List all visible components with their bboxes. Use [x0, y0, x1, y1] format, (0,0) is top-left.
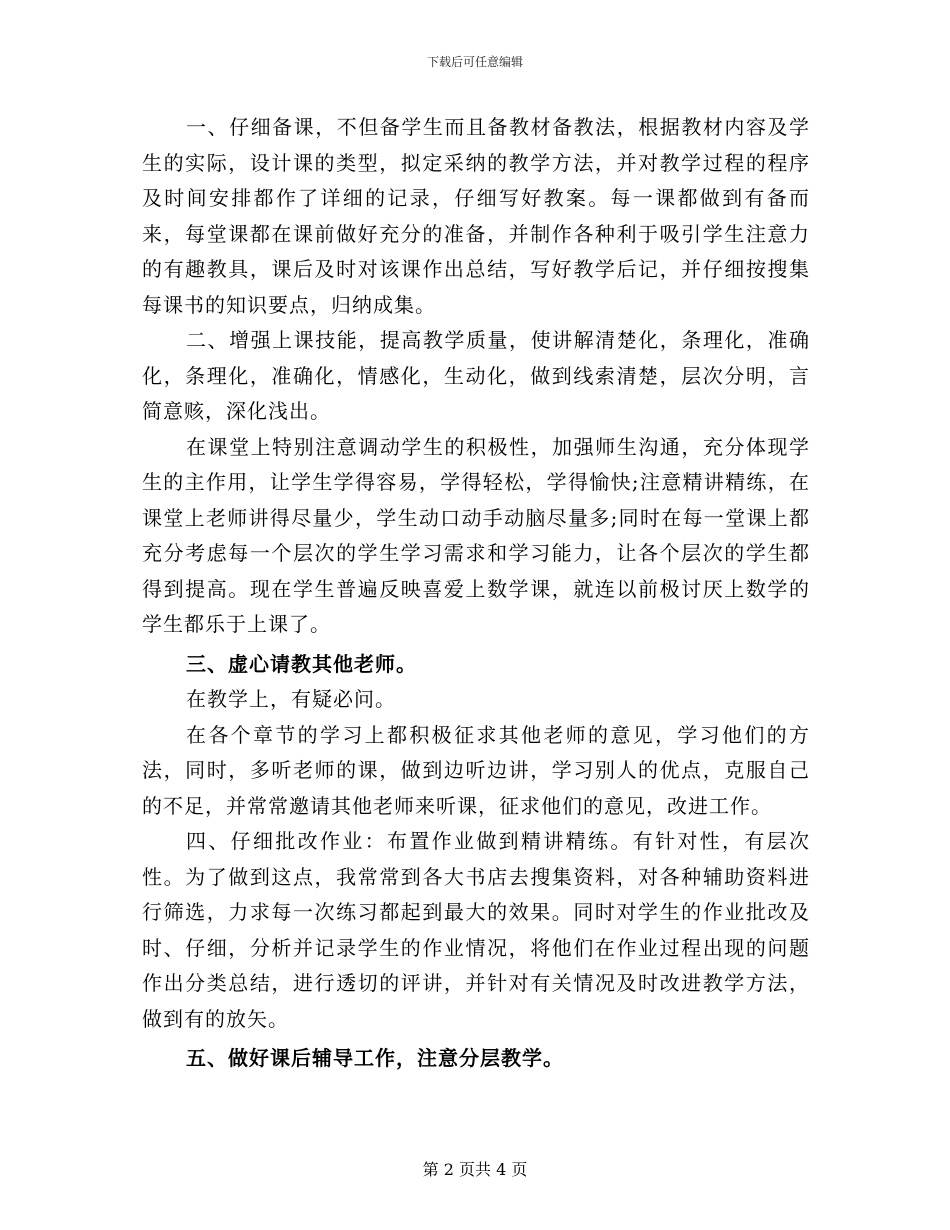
paragraph-lesson-prep: 一、仔细备课，不但备学生而且备教材备教法，根据教材内容及学生的实际，设计课的类型，拟定采纳的教学方法，并对教学过程的程序及时间安排都作了详细的记录，仔细写好教案。每一课都做到有备而来，每堂课都在课前做好充分的准备，并制作各种利于吸引学生注意力的有趣教具，课后及时对该课作出总结，写好教学后记，并仔细按搜集每课书的知识要点，归纳成集。	[142, 115, 810, 317]
paragraph-teaching-skills: 二、增强上课技能，提高教学质量，使讲解清楚化，条理化，准确化，条理化，准确化，情感化，生动化，做到线索清楚，层次分明，言简意赅，深化浅出。	[142, 328, 810, 423]
paragraph-classroom: 在课堂上特别注意调动学生的积极性，加强师生沟通，充分体现学生的主作用，让学生学得容易，学得轻松，学得愉快;注意精讲精练，在课堂上老师讲得尽量少，学生动口动手动脑尽量多;同时在每一堂课上都充分考虑每一个层次的学生学习需求和学习能力，让各个层次的学生都得到提高。现在学生普遍反映喜爱上数学课，就连以前极讨厌上数学的学生都乐于上课了。	[142, 434, 810, 636]
heading-tutoring: 五、做好课后辅导工作，注意分层教学。	[186, 1046, 564, 1070]
page-footer: 第 2 页共 4 页	[422, 1160, 528, 1179]
page-header: 下载后可任意编辑	[426, 55, 523, 69]
paragraph-learn-from-others: 在各个章节的学习上都积极征求其他老师的意见，学习他们的方法，同时，多听老师的课，做到边听边讲，学习别人的优点，克服自己的不足，并常常邀请其他老师来听课，征求他们的意见，改进工作。	[142, 722, 810, 818]
heading-consult-teachers: 三、虚心请教其他老师。	[186, 651, 417, 676]
paragraph-homework: 四、仔细批改作业：布置作业做到精讲精练。有针对性，有层次性。为了做到这点，我常常到各大书店去搜集资料，对各种辅助资料进行筛选，力求每一次练习都起到最大的效果。同时对学生的作业批改及时、仔细，分析并记录学生的作业情况，将他们在作业过程出现的问题作出分类总结，进行透切的评讲，并针对有关情况及时改进教学方法，做到有的放矢。	[142, 829, 810, 1031]
paragraph-ask-questions: 在教学上，有疑必问。	[186, 687, 396, 711]
document-body	[142, 110, 810, 1077]
